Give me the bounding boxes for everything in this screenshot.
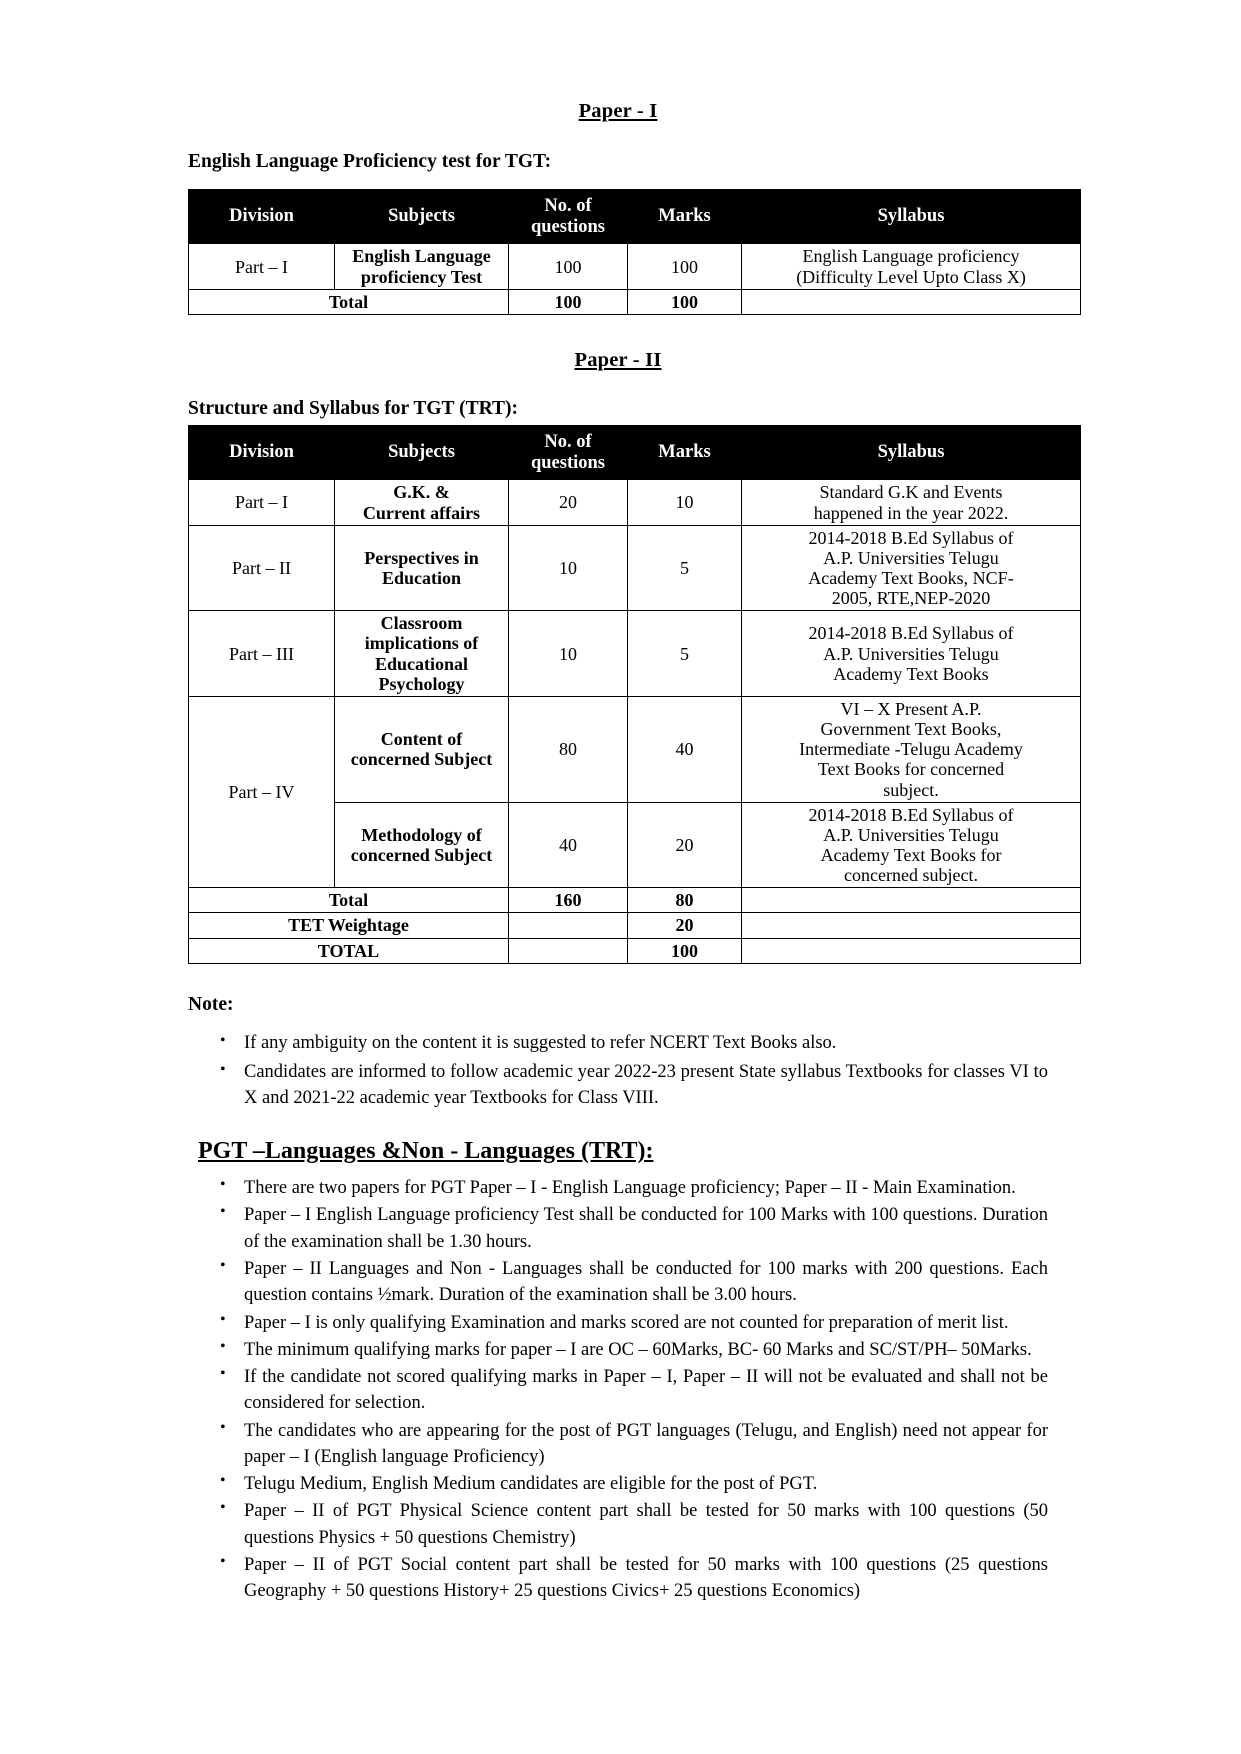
paper-1-table xyxy=(188,189,1081,315)
cell-questions: 40 xyxy=(509,802,628,888)
paper-2-table-head xyxy=(189,425,1081,479)
cell-syllabus xyxy=(742,802,1081,888)
header-marks: Marks xyxy=(628,190,742,244)
spacer xyxy=(188,315,1048,349)
header-subjects: Subjects xyxy=(335,425,509,479)
header-syllabus: Syllabus xyxy=(742,190,1081,244)
syllabus-line2: A.P. Universities Telugu xyxy=(823,547,999,568)
cell-subject xyxy=(335,244,509,289)
cell-division: Part – II xyxy=(189,525,335,611)
table-header-row xyxy=(189,190,1081,244)
list-item: • The candidates who are appearing for the post of PGT languages (Telugu, and English) need not appear for paper – I (English language Proficiency) xyxy=(188,1418,1048,1471)
subject-line2: Current affairs xyxy=(362,502,481,523)
total-syllabus xyxy=(742,888,1081,913)
cell-marks: 40 xyxy=(628,696,742,802)
paper-1-subtitle: English Language Proficiency test for TGT: xyxy=(188,151,552,172)
cell-questions: 80 xyxy=(509,696,628,802)
grand-total-label: TOTAL xyxy=(189,938,509,963)
table-header-row xyxy=(189,425,1081,479)
list-item: • If the candidate not scored qualifying marks in Paper – I, Paper – II will not be evaluated and shall not be considered for selection. xyxy=(188,1364,1048,1417)
table-tet-weightage-row xyxy=(189,913,1081,938)
subject-line2: concerned Subject xyxy=(350,749,493,770)
paper-1-title: Paper - I xyxy=(578,100,658,122)
table-row xyxy=(189,611,1081,697)
subject-line1: Classroom xyxy=(380,613,463,634)
list-item: • Paper – I English Language proficiency Test shall be conducted for 100 Marks with 100 questions. Duration of the examination shall be 1.30 hours. xyxy=(188,1202,1048,1255)
cell-marks: 100 xyxy=(628,244,742,289)
document-content xyxy=(188,100,1048,1605)
table-total-row xyxy=(189,888,1081,913)
cell-subject xyxy=(335,525,509,611)
total-label: Total xyxy=(189,289,509,314)
table-row xyxy=(189,525,1081,611)
list-item: • Paper – II of PGT Physical Science content part shall be tested for 50 marks with 100 questions (50 questions Physics + 50 questions Chemistry) xyxy=(188,1498,1048,1551)
grand-total-syllabus xyxy=(742,938,1081,963)
subject-line2: Education xyxy=(381,567,462,588)
cell-syllabus xyxy=(742,480,1081,525)
header-syllabus: Syllabus xyxy=(742,425,1081,479)
cell-subject xyxy=(335,611,509,697)
pgt-list xyxy=(188,1175,1048,1604)
list-item: • Paper – II of PGT Social content part shall be tested for 50 marks with 100 questions (25 questions Geography + 50 questions History+ 25 questions Civics+ 25 questions Economics) xyxy=(188,1552,1048,1605)
syllabus-line2: A.P. Universities Telugu xyxy=(823,643,999,664)
header-questions-line2: questions xyxy=(530,216,606,237)
syllabus-line1: English Language proficiency xyxy=(802,246,1020,267)
syllabus-line3: Academy Text Books, NCF- xyxy=(808,567,1014,588)
cell-division: Part – III xyxy=(189,611,335,697)
paper-1-table-body xyxy=(189,244,1081,314)
cell-subject xyxy=(335,802,509,888)
cell-questions: 10 xyxy=(509,611,628,697)
cell-questions: 100 xyxy=(509,244,628,289)
cell-subject xyxy=(335,696,509,802)
subject-line1: Content of xyxy=(380,729,463,750)
syllabus-line3: Academy Text Books xyxy=(833,663,989,684)
table-row xyxy=(189,244,1081,289)
cell-syllabus xyxy=(742,611,1081,697)
list-item: • Paper – II Languages and Non - Languages shall be conducted for 100 marks with 200 questions. Each question contains ½mark. Duration of the examination shall be 3.00 hours. xyxy=(188,1256,1048,1309)
list-item: • Candidates are informed to follow academic year 2022-23 present State syllabus Textbooks for classes VI to X and 2021-22 academic year Textbooks for Class VIII. xyxy=(188,1059,1048,1113)
paper-1-table-head xyxy=(189,190,1081,244)
header-no-of-questions xyxy=(509,190,628,244)
cell-questions: 20 xyxy=(509,480,628,525)
syllabus-line2: (Difficulty Level Upto Class X) xyxy=(796,266,1026,287)
spacer xyxy=(188,372,1048,398)
syllabus-line4: concerned subject. xyxy=(844,865,978,886)
table-grand-total-row xyxy=(189,938,1081,963)
tet-weightage-label: TET Weightage xyxy=(189,913,509,938)
subject-line1: Perspectives in xyxy=(364,547,479,568)
grand-total-questions xyxy=(509,938,628,963)
header-questions-line2: questions xyxy=(530,452,606,473)
list-item: • There are two papers for PGT Paper – I - English Language proficiency; Paper – II - Main Examination. xyxy=(188,1175,1048,1201)
header-marks: Marks xyxy=(628,425,742,479)
total-questions: 160 xyxy=(509,888,628,913)
syllabus-line4: Text Books for concerned xyxy=(817,759,1005,780)
pgt-heading: PGT –Languages &Non - Languages (TRT): xyxy=(198,1138,654,1165)
table-row xyxy=(189,696,1081,802)
paper-2-table-body xyxy=(189,480,1081,963)
syllabus-line3: Intermediate -Telugu Academy xyxy=(799,739,1023,760)
subject-line1: G.K. & xyxy=(393,482,450,503)
syllabus-line2: happened in the year 2022. xyxy=(813,502,1009,523)
cell-subject xyxy=(335,480,509,525)
syllabus-line3: Academy Text Books for xyxy=(820,845,1002,865)
table-total-row xyxy=(189,289,1081,314)
cell-syllabus xyxy=(742,696,1081,802)
syllabus-line1: 2014-2018 B.Ed Syllabus of xyxy=(808,804,1014,825)
list-item: • Telugu Medium, English Medium candidates are eligible for the post of PGT. xyxy=(188,1471,1048,1497)
paper-2-subtitle: Structure and Syllabus for TGT (TRT): xyxy=(188,397,518,419)
note-label: Note: xyxy=(188,993,234,1015)
subject-line2: concerned Subject xyxy=(350,845,493,865)
cell-marks: 20 xyxy=(628,802,742,888)
header-questions-line1: No. of xyxy=(544,431,592,452)
cell-division: Part – I xyxy=(189,480,335,525)
header-division: Division xyxy=(189,190,335,244)
subject-line2: proficiency Test xyxy=(360,266,483,287)
subject-line3: Educational xyxy=(374,653,469,674)
cell-marks: 5 xyxy=(628,611,742,697)
syllabus-line2: A.P. Universities Telugu xyxy=(823,824,999,845)
syllabus-line2: Government Text Books, xyxy=(820,719,1002,740)
subject-line4: Psychology xyxy=(378,673,465,694)
syllabus-line1: 2014-2018 B.Ed Syllabus of xyxy=(808,623,1014,644)
list-item: • The minimum qualifying marks for paper – I are OC – 60Marks, BC- 60 Marks and SC/ST/PH– 50Marks. xyxy=(188,1337,1048,1363)
tet-weightage-syllabus xyxy=(742,913,1081,938)
table-row xyxy=(189,480,1081,525)
cell-marks: 10 xyxy=(628,480,742,525)
cell-division: Part – I xyxy=(189,244,335,289)
total-marks: 80 xyxy=(628,888,742,913)
total-syllabus xyxy=(742,289,1081,314)
tet-weightage-marks: 20 xyxy=(628,913,742,938)
total-marks: 100 xyxy=(628,289,742,314)
syllabus-line4: 2005, RTE,NEP-2020 xyxy=(831,588,991,609)
header-questions-line1: No. of xyxy=(544,196,592,216)
list-item: • Paper – I is only qualifying Examination and marks scored are not counted for preparation of merit list. xyxy=(188,1310,1048,1336)
cell-marks: 5 xyxy=(628,525,742,611)
cell-division: Part – IV xyxy=(189,696,335,887)
total-label: Total xyxy=(189,888,509,913)
cell-syllabus xyxy=(742,525,1081,611)
list-item: • If any ambiguity on the content it is suggested to refer NCERT Text Books also. xyxy=(188,1030,1048,1057)
syllabus-line1: Standard G.K and Events xyxy=(819,482,1003,503)
syllabus-line5: subject. xyxy=(883,779,939,800)
note-list xyxy=(188,1030,1048,1112)
paper-2-table xyxy=(188,425,1081,964)
header-no-of-questions xyxy=(509,425,628,479)
subject-line2: implications of xyxy=(364,633,479,654)
cell-questions: 10 xyxy=(509,525,628,611)
syllabus-line1: VI – X Present A.P. xyxy=(840,698,982,719)
paper-2-title: Paper - II xyxy=(574,348,662,371)
tet-weightage-questions xyxy=(509,913,628,938)
grand-total-marks: 100 xyxy=(628,938,742,963)
subject-line1: English Language xyxy=(352,246,491,267)
header-subjects: Subjects xyxy=(335,190,509,244)
total-questions: 100 xyxy=(509,289,628,314)
header-division: Division xyxy=(189,425,335,479)
subject-line1: Methodology of xyxy=(361,824,482,845)
cell-syllabus xyxy=(742,244,1081,289)
syllabus-line1: 2014-2018 B.Ed Syllabus of xyxy=(808,527,1014,548)
